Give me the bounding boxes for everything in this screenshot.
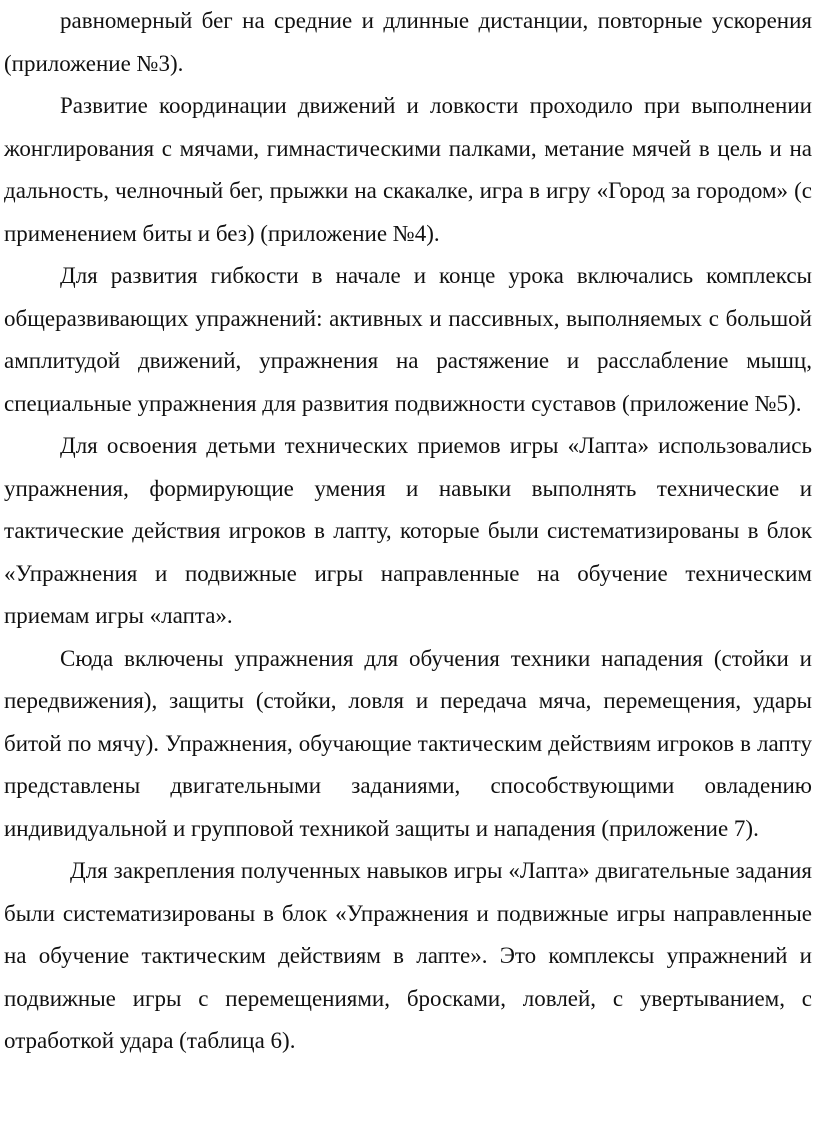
paragraph-2: Развитие координации движений и ловкости проходило при выполнении жонглирования с мячами, гимнастическими палками, метание мячей в цель и на дальность, челночный бег, прыжки на скакалке, игра в игру «Город за городом» (с применением биты и без) (приложение №4). [4, 93, 812, 246]
paragraph-3: Для развития гибкости в начале и конце урока включались комплексы общеразвивающих упражнений: активных и пассивных, выполняемых с большой амплитудой движений, упражнения на растяжение и расслабление мышц, специальные упражнения для развития подвижности суставов (приложение №5). [4, 263, 812, 416]
paragraph-5: Сюда включены упражнения для обучения техники нападения (стойки и передвижения), защиты (стойки, ловля и передача мяча, перемещения, удары битой по мячу). Упражнения, обучающие тактическим действиям игроков в лапту представлены двигательными заданиями, способствующими овладению индивидуальной и групповой техникой защиты и нападения (приложение 7). [4, 645, 812, 841]
document-body [4, 0, 812, 1063]
paragraph-6: Для закрепления полученных навыков игры «Лапта» двигательные задания были систематизированы в блок «Упражнения и подвижные игры направленные на обучение тактическим действиям в лапте». Это комплексы упражнений и подвижные игры с перемещениями, бросками, ловлей, с увертыванием, с отработкой удара (таблица 6). [4, 858, 812, 1053]
paragraph-1: равномерный бег на средние и длинные дистанции, повторные ускорения (приложение №3). [4, 8, 812, 76]
paragraph-4: Для освоения детьми технических приемов игры «Лапта» использовались упражнения, формирующие умения и навыки выполнять технические и тактические действия игроков в лапту, которые были систематизированы в блок «Упражнения и подвижные игры направленные на обучение техническим приемам игры «лапта». [4, 433, 812, 628]
